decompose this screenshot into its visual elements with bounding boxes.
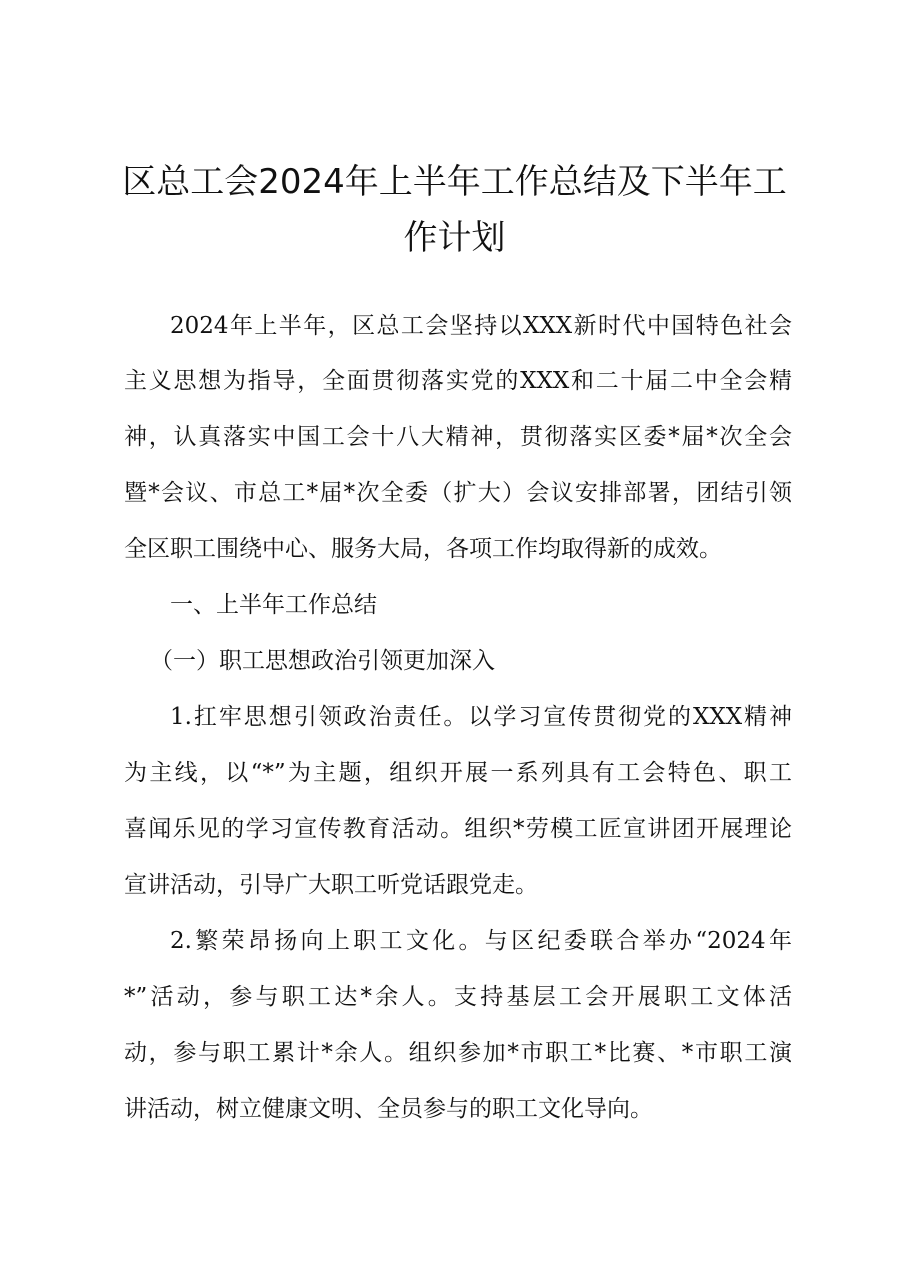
intro-line-4: 暨*会议、市总工*届*次全委（扩大）会议安排部署，团结引领 bbox=[124, 480, 792, 506]
intro-line-3: 神，认真落实中国工会十八大精神，贯彻落实区委*届*次全会 bbox=[124, 424, 792, 450]
item1-line-1: 1.扛牢思想引领政治责任。以学习宣传贯彻党的XXX精神 bbox=[170, 704, 792, 730]
intro-line-5: 全区职工围绕中心、服务大局，各项工作均取得新的成效。 bbox=[124, 536, 722, 562]
item2-line-4: 讲活动，树立健康文明、全员参与的职工文化导向。 bbox=[124, 1096, 653, 1122]
document-title-line-2: 作计划 bbox=[403, 218, 506, 258]
item1-line-4: 宣讲活动，引导广大职工听党话跟党走。 bbox=[124, 872, 538, 898]
subsection-heading: （一）职工思想政治引领更加深入 bbox=[150, 648, 495, 674]
intro-line-2: 主义思想为指导，全面贯彻落实党的XXX和二十届二中全会精 bbox=[124, 368, 792, 394]
document-title-line-1: 区总工会2024年上半年工作总结及下半年工 bbox=[122, 162, 787, 202]
item2-line-1: 2.繁荣昂扬向上职工文化。与区纪委联合举办“2024年 bbox=[170, 928, 792, 954]
item1-line-3: 喜闻乐见的学习宣传教育活动。组织*劳模工匠宣讲团开展理论 bbox=[124, 816, 792, 842]
item2-line-3: 动，参与职工累计*余人。组织参加*市职工*比赛、*市职工演 bbox=[124, 1040, 792, 1066]
intro-line-1: 2024年上半年，区总工会坚持以XXX新时代中国特色社会 bbox=[170, 313, 792, 339]
item1-line-2: 为主线，以“*”为主题，组织开展一系列具有工会特色、职工 bbox=[124, 760, 792, 786]
item2-line-2: *”活动，参与职工达*余人。支持基层工会开展职工文体活 bbox=[124, 984, 792, 1010]
section-heading: 一、上半年工作总结 bbox=[170, 592, 377, 618]
